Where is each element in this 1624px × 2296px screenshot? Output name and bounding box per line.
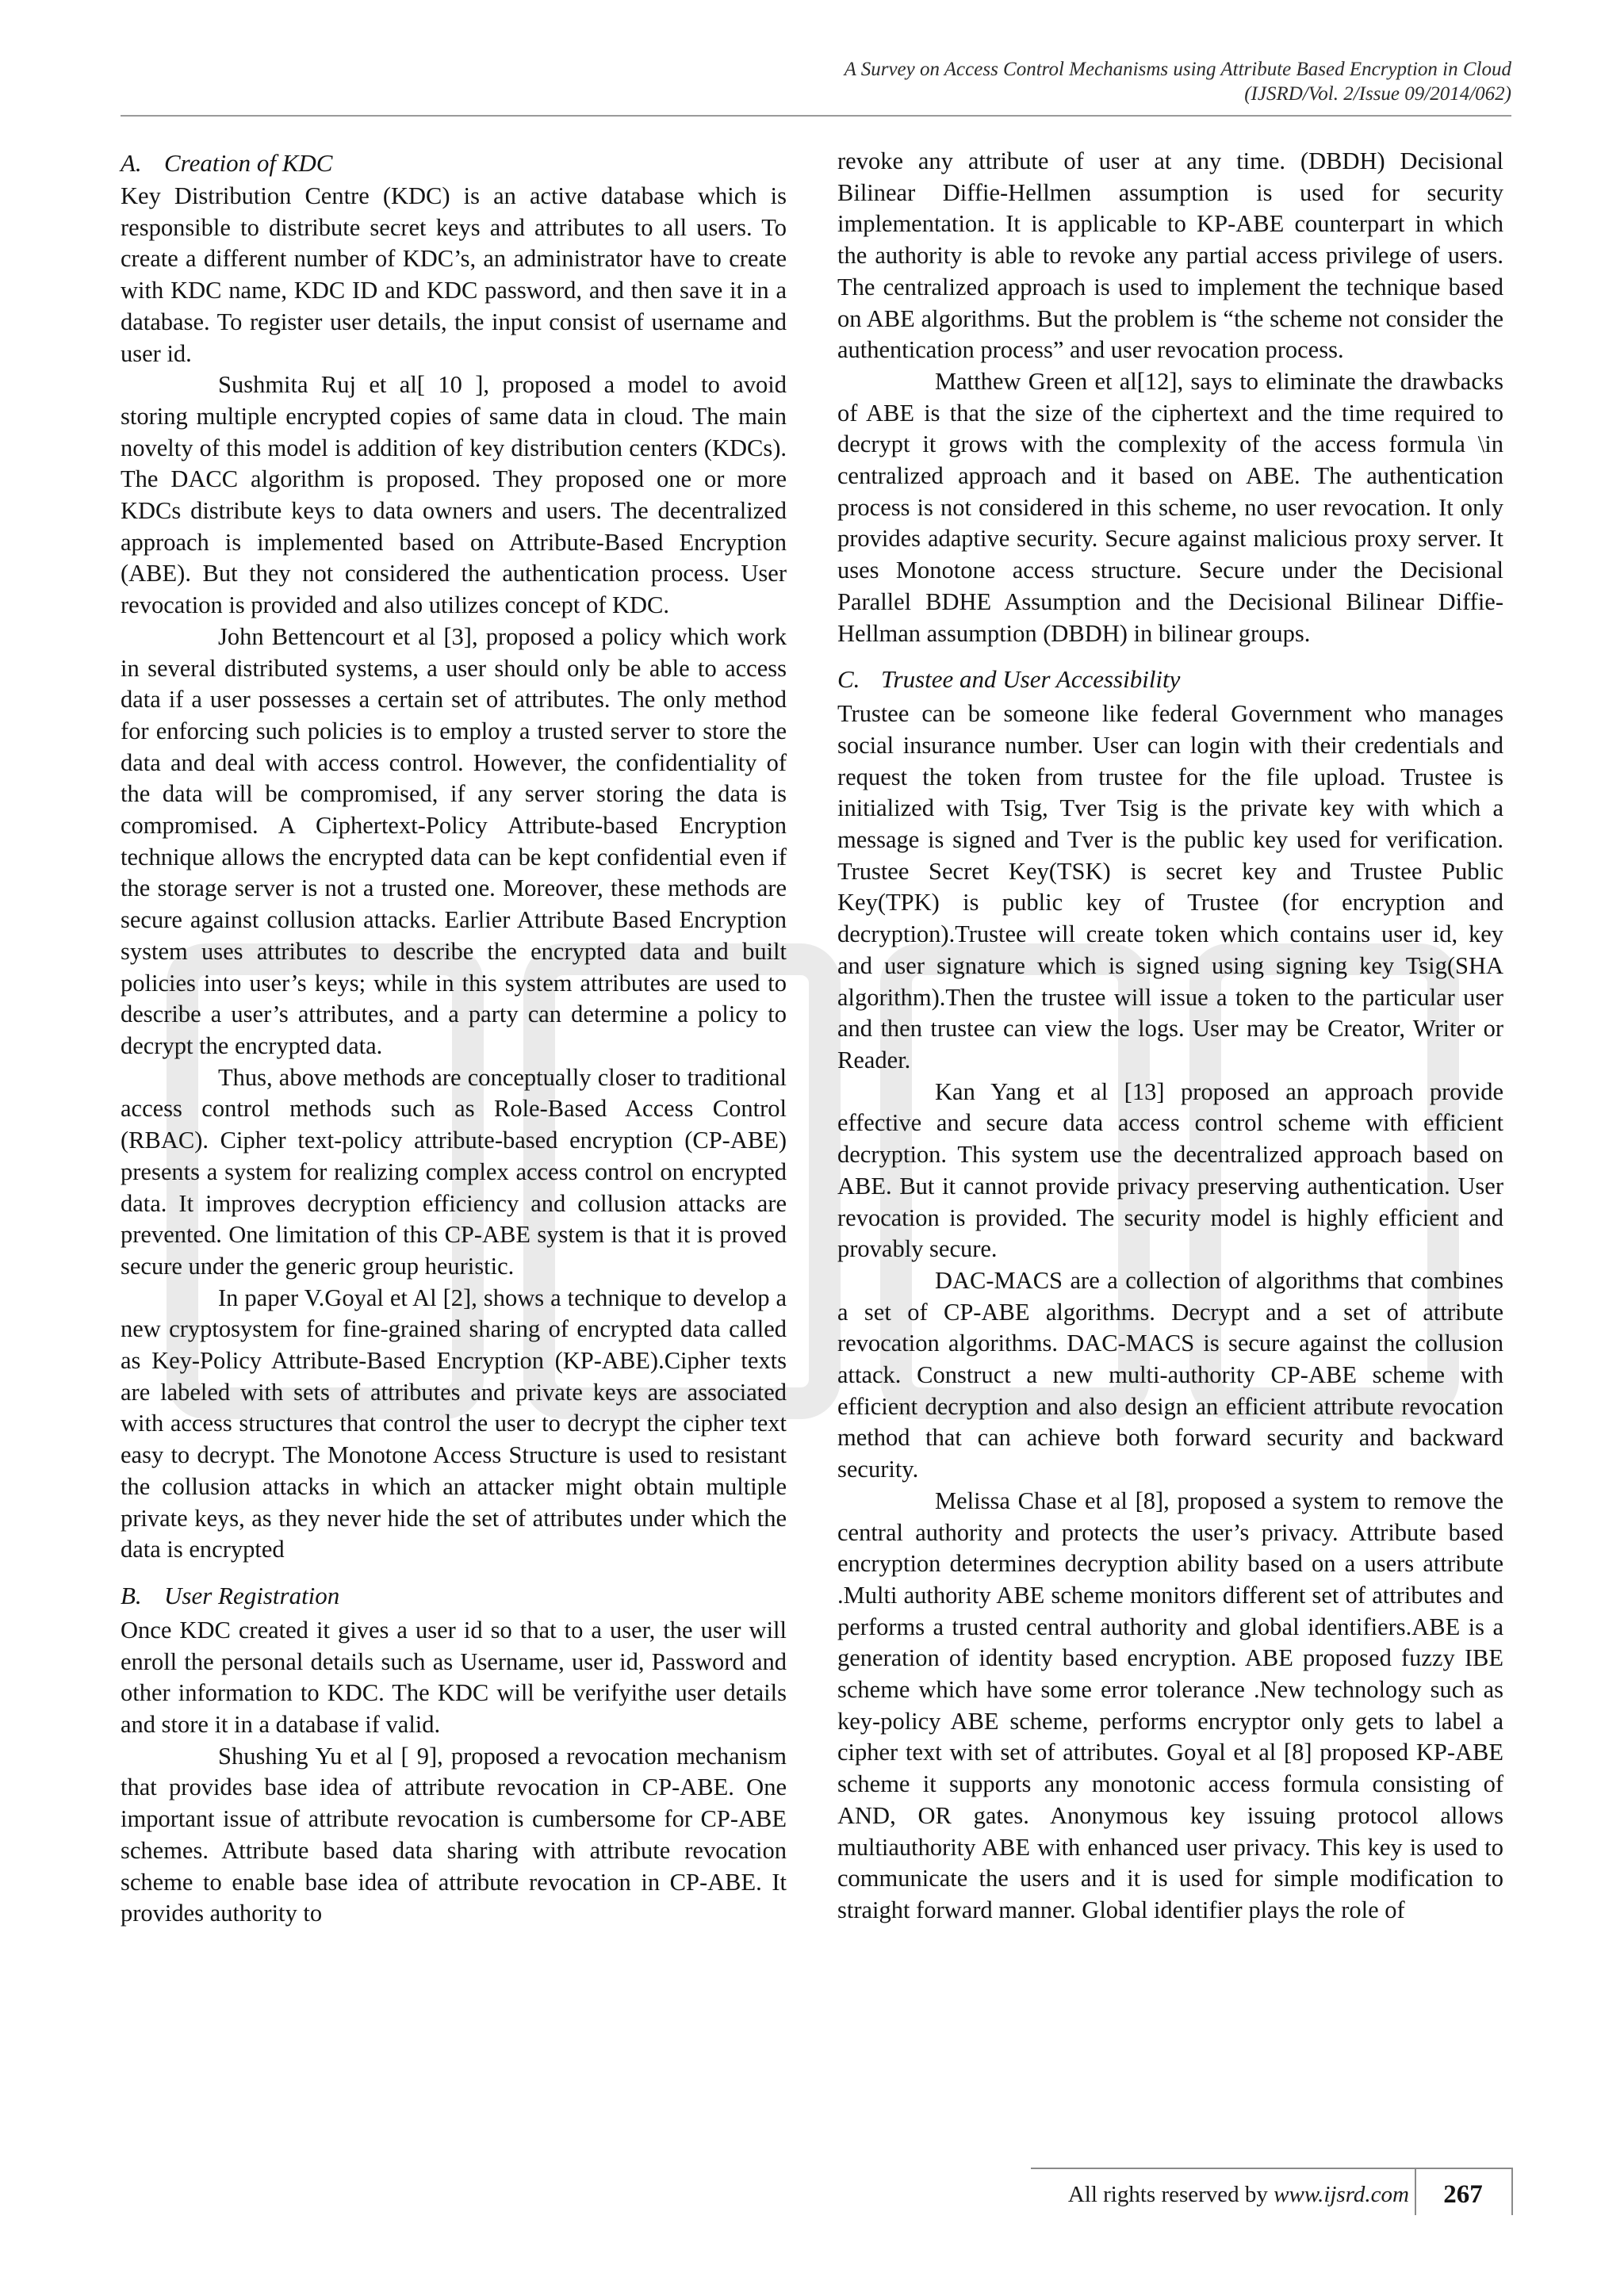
footer-separator — [1511, 2168, 1513, 2215]
rights-text: All rights reserved by — [1067, 2182, 1274, 2207]
paragraph: Kan Yang et al [13] proposed an approach provide effective and secure data access control scheme with efficient decryption. This system use the decentralized approach based on ABE. But it cannot provide privacy preserving authentication. User revocation is provided. The security model is highly efficient and provably secure. — [837, 1077, 1503, 1263]
paragraph: Trustee can be someone like federal Government who manages social insurance number. User can login with their credentials and request the token from trustee for the file upload. Trustee is initialized with Tsig, Tver Tsig is the private key with which a message is signed and Tver is the public key used for verification. Trustee Secret Key(TSK) is secret key and Trustee Public Key(TPK) is public key of Trustee (for encryption and decryption).Trustee will create token which contains user id, key and user signature which is signed using signing key Tsig(SHA algorithm).Then the trustee will issue a token to the particular user and then trustee can view the logs. User may be Creator, Writer or Reader. — [837, 700, 1503, 1073]
right-column — [837, 146, 1503, 1927]
section-heading-a — [121, 146, 787, 181]
footer-rights — [920, 2180, 1409, 2209]
header-rule — [121, 115, 1511, 117]
footer-rule — [1031, 2168, 1511, 2169]
section-number: A. — [121, 149, 142, 177]
section-title: Creation of KDC — [164, 149, 333, 177]
section-number: C. — [837, 665, 860, 694]
issue-info: (IJSRD/Vol. 2/Issue 09/2014/062) — [1244, 83, 1511, 105]
paragraph: Matthew Green et al[12], says to eliminate the drawbacks of ABE is that the size of the ciphertext and the time required to decrypt it grows with the complexity of the access formula \in centralized approach and it based on ABE. The authentication process is not considered in this scheme, no user revocation. It only provides adaptive security. Secure against malicious proxy server. It uses Monotone access structure. Secure under the Decisional Parallel BDHE Assumption and the Decisional Bilinear Diffie-Hellman assumption (DBDH) in bilinear groups. — [837, 367, 1503, 647]
website-link[interactable]: www.ijsrd.com — [1274, 2182, 1409, 2207]
section-heading-c — [837, 662, 1503, 697]
section-title: Trustee and User Accessibility — [881, 665, 1181, 694]
running-header — [401, 57, 1511, 106]
paragraph: Melissa Chase et al [8], proposed a system to remove the central authority and protects the user’s privacy. Attribute based encryption determines decryption ability based on a users attribute .Multi authority ABE scheme monitors different set of attributes and performs a trusted central authority and global identifiers.ABE is a generation of identity based encryption. ABE proposed fuzzy IBE scheme which have some error tolerance .New technology such as key-policy ABE scheme, performs encryptor only gets to label a cipher text with set of attributes. Goyal et al [8] proposed KP-ABE scheme it supports any monotonic access formula consisting of AND, OR gates. Anonymous key issuing protocol allows multiauthority ABE with enhanced user privacy. This key is used to communicate the users and it is used for simple modification to straight forward manner. Global identifier plays the role of — [837, 1487, 1503, 1923]
left-column — [121, 146, 787, 1930]
paragraph: In paper V.Goyal et Al [2], shows a technique to develop a new cryptosystem for fine-grained sharing of encrypted data called as Key-Policy Attribute-Based Encryption (KP-ABE).Cipher texts are labeled with sets of attributes and private keys are associated with access structures that control the user to decrypt the cipher text easy to decrypt. The Monotone Access Structure is used to resistant the collusion attacks in which an attacker might obtain multiple private keys, as they never hide the set of attributes under which the data is encrypted — [121, 1284, 787, 1563]
journal-title: A Survey on Access Control Mechanisms using Attribute Based Encryption in Cloud — [844, 59, 1511, 80]
paragraph: revoke any attribute of user at any time. (DBDH) Decisional Bilinear Diffie-Hellmen assumption is used for security implementation. It is applicable to KP-ABE counterpart in which the authority is able to revoke any partial access privilege of users. The centralized approach is used to implement the technique based on ABE algorithms. But the problem is “the scheme not consider the authentication process” and user revocation process. — [837, 147, 1503, 364]
paragraph: Shushing Yu et al [ 9], proposed a revocation mechanism that provides base idea of attribute revocation in CP-ABE. One important issue of attribute revocation is cumbersome for CP-ABE schemes. Attribute based data sharing with attribute revocation scheme to enable base idea of attribute revocation in CP-ABE. It provides authority to — [121, 1742, 787, 1927]
page-number: 267 — [1443, 2180, 1483, 2209]
section-title: User Registration — [164, 1581, 340, 1609]
section-heading-b — [121, 1578, 787, 1613]
paragraph: DAC-MACS are a collection of algorithms that combines a set of CP-ABE algorithms. Decrypt and a set of attribute revocation algorithms. DAC-MACS is secure against the collusion attack. Construct a new multi-authority CP-ABE scheme with efficient decryption and also design an efficient attribute revocation method that can achieve both forward security and backward security. — [837, 1266, 1503, 1483]
paragraph: Sushmita Ruj et al[ 10 ], proposed a model to avoid storing multiple encrypted copies of same data in cloud. The main novelty of this model is addition of key distribution centers (KDCs). The DACC algorithm is proposed. They proposed one or more KDCs distribute keys to data owners and users. The decentralized approach is implemented based on Attribute-Based Encryption (ABE). But they not considered the authentication process. User revocation is provided and also utilizes concept of KDC. — [121, 371, 787, 619]
paragraph: Thus, above methods are conceptually closer to traditional access control methods such as Role-Based Access Control (RBAC). Cipher text-policy attribute-based encryption (CP-ABE) presents a system for realizing complex access control on encrypted data. It improves decryption efficiency and collusion attacks are prevented. One limitation of this CP-ABE system is that it is proved secure under the generic group heuristic. — [121, 1063, 787, 1280]
paragraph: Key Distribution Centre (KDC) is an active database which is responsible to distribute secret keys and attributes to all users. To create a different number of KDC’s, an administrator have to create with KDC name, KDC ID and KDC password, and then save it in a database. To register user details, the input consist of username and user id. — [121, 182, 787, 367]
paragraph: Once KDC created it gives a user id so that to a user, the user will enroll the personal details such as Username, user id, Password and other information to KDC. The KDC will be verifyithe user details and store it in a database if valid. — [121, 1616, 787, 1739]
section-number: B. — [121, 1581, 142, 1609]
paragraph: John Bettencourt et al [3], proposed a policy which work in several distributed systems, a user should only be able to access data if a user possesses a certain set of attributes. The only method for enforcing such policies is to employ a trusted server to store the data and deal with access control. However, the confidentiality of the data will be compromised, if any server storing the data is compromised. A Ciphertext-Policy Attribute-based Encryption technique allows the encrypted data can be kept confidential even if the storage server is not a trusted one. Moreover, these methods are secure against collusion attacks. Earlier Attribute Based Encryption system uses attributes to describe the encrypted data and built policies into user’s keys; while in this system attributes are used to describe a user’s attributes, and a party can determine a policy to decrypt the encrypted data. — [121, 622, 787, 1059]
